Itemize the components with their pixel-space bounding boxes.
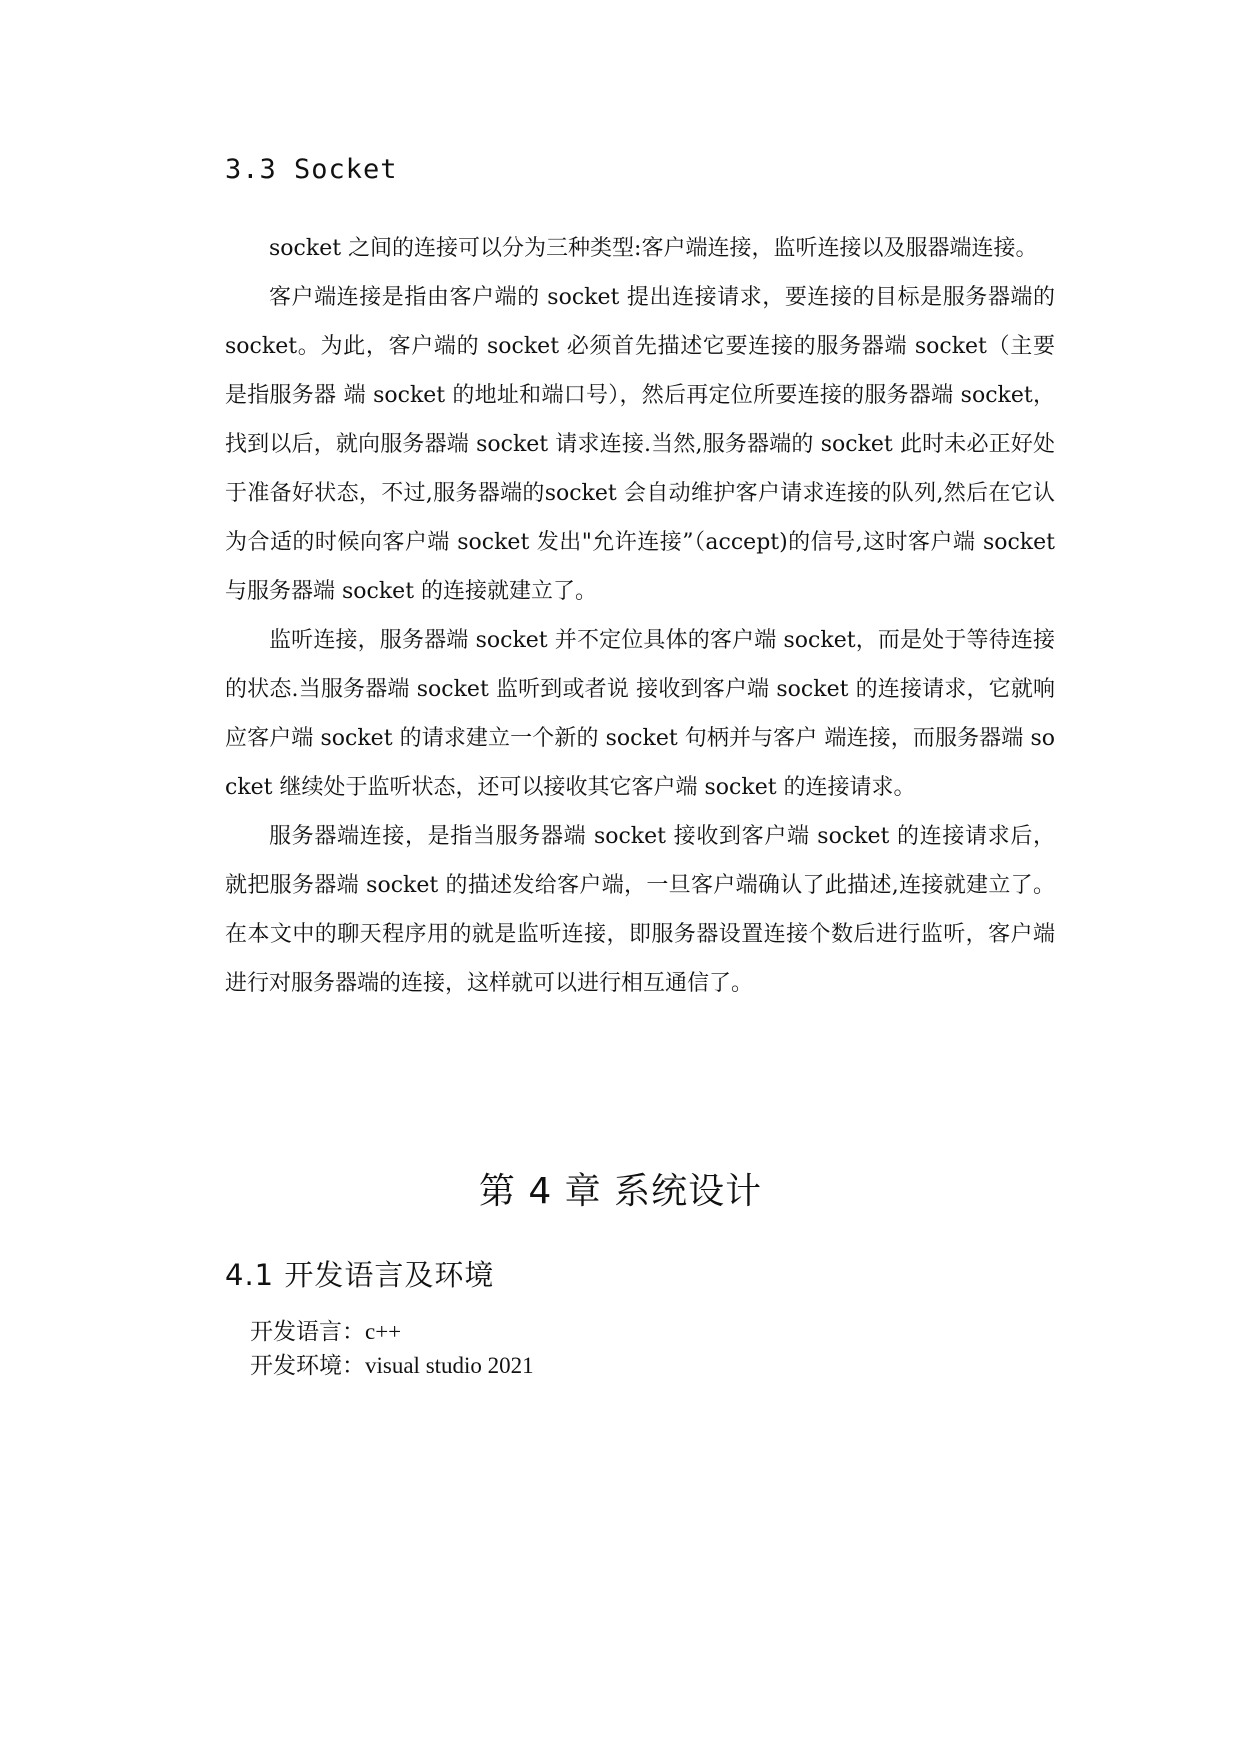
section-heading-3-3: 3.3 Socket bbox=[225, 154, 398, 185]
chapter-title: 第 4 章 系统设计 bbox=[478, 1171, 763, 1212]
dev-environment-item: 开发环境：visual studio 2021 bbox=[250, 1353, 534, 1378]
dev-info-list bbox=[250, 1315, 534, 1383]
paragraph-client-connection: 客户端连接是指由客户端的 socket 提出连接请求，要连接的目标是服务器端的 socket。为此，客户端的 socket 必须首先描述它要连接的服务器端 socket（主要是指服务器 端 socket 的地址和端口号），然后再定位所要连接的服务器端 socket，找到以后，就向服务器端 socket 请求连接.当然,服务器端的 socket 此时未必正好处于准备好状态，不过,服务器端的socket 会自动维护客户请求连接的队列,然后在它认为合适的时候向客户端 socket 发出"允许连接”（accept)的信号,这时客户端 socket 与服务器端 socket 的连接就建立了。 bbox=[225, 285, 1055, 604]
section-3-3-body bbox=[225, 224, 1055, 1008]
paragraph-socket-types: socket 之间的连接可以分为三种类型:客户端连接，监听连接以及服器端连接。 bbox=[269, 236, 1038, 261]
paragraph-server-connection: 服务器端连接，是指当服务器端 socket 接收到客户端 socket 的连接请求后，就把服务器端 socket 的描述发给客户端，一旦客户端确认了此描述,连接就建立了。在本文中的聊天程序用的就是监听连接，即服务器设置连接个数后进行监听，客户端进行对服务器端的连接，这样就可以进行相互通信了。 bbox=[225, 824, 1055, 996]
section-heading-4-1: 4.1 开发语言及环境 bbox=[225, 1258, 495, 1292]
paragraph-listen-connection: 监听连接，服务器端 socket 并不定位具体的客户端 socket，而是处于等待连接的状态.当服务器端 socket 监听到或者说 接收到客户端 socket 的连接请求，它就响应客户端 socket 的请求建立一个新的 socket 句柄并与客户 端连接，而服务器端 socket 继续处于监听状态，还可以接收其它客户端 socket 的连接请求。 bbox=[225, 628, 1055, 800]
dev-language-item: 开发语言：c++ bbox=[250, 1319, 402, 1344]
